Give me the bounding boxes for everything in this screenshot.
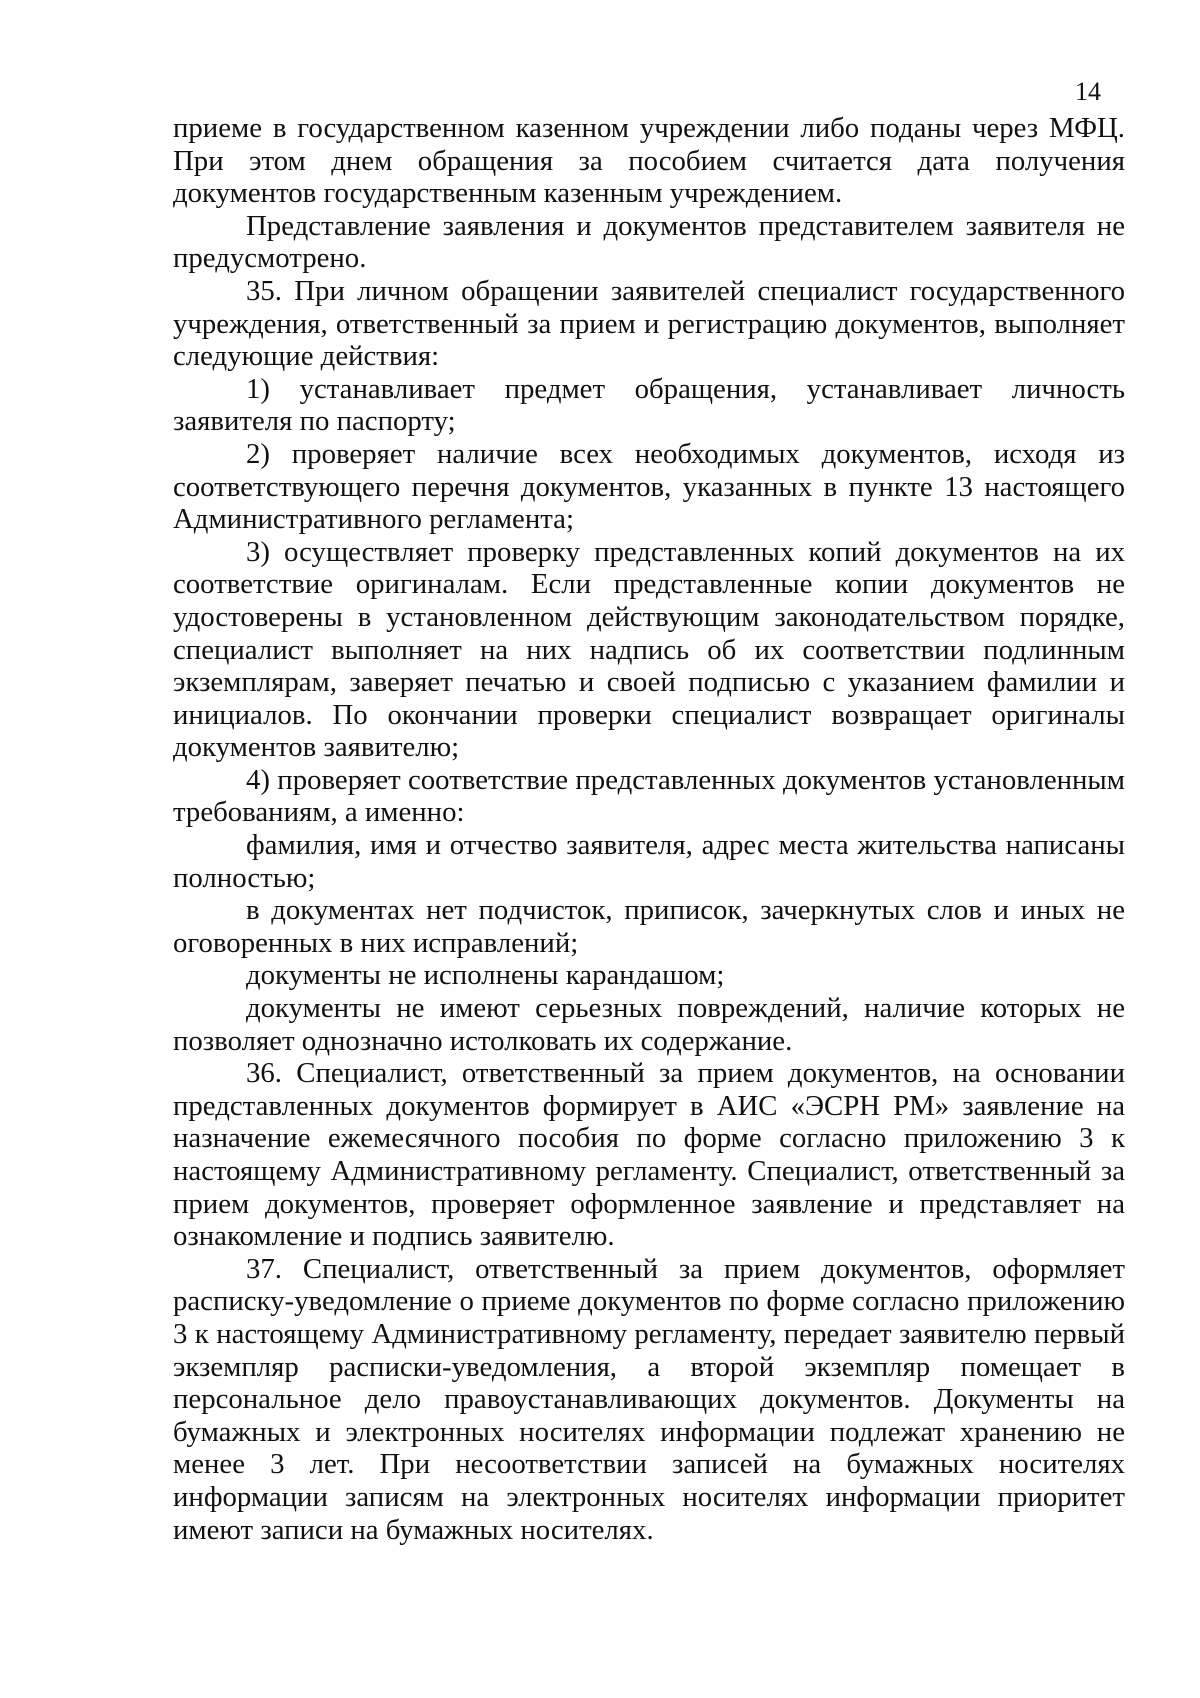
requirement-no-damage: документы не имеют серьезных повреждений, наличие которых не позволяет однозначно истолковать их содержание. — [173, 992, 1125, 1057]
list-item-35-4: 4) проверяет соответствие представленных документов установленным требованиям, а именно: — [173, 763, 1125, 829]
requirement-no-pencil: документы не исполнены карандашом; — [246, 959, 725, 992]
document-body — [173, 112, 1125, 1546]
paragraph-continuation: приеме в государственном казенном учреждении либо поданы через МФЦ. При этом днем обращения за пособием считается дата получения документов государственным казенным учреждением. — [173, 112, 1125, 210]
paragraph-35: 35. При личном обращении заявителей специалист государственного учреждения, ответственный за прием и регистрацию документов, выполняет следующие действия: — [173, 274, 1125, 373]
paragraph-36: 36. Специалист, ответственный за прием документов, на основании представленных документов формирует в АИС «ЭСРН РМ» заявление на назначение ежемесячного пособия по форме согласно приложению 3 к настоящему Административному регламенту. Специалист, ответственный за прием документов, проверяет оформленное заявление и представляет на ознакомление и подпись заявителю. — [173, 1057, 1125, 1253]
paragraph-37: 37. Специалист, ответственный за прием документов, оформляет расписку-уведомление о приеме документов по форме согласно приложению 3 к настоящему Административному регламенту, передает заявителю первый экземпляр расписки-уведомления, а второй экземпляр помещает в персональное дело правоустанавливающих документов. Документы на бумажных и электронных носителях информации подлежат хранению не менее 3 лет. При несоответствии записей на бумажных носителях информации записям на электронных носителях информации приоритет имеют записи на бумажных носителях. — [173, 1252, 1125, 1546]
requirement-full-name: фамилия, имя и отчество заявителя, адрес места жительства написаны полностью; — [173, 829, 1125, 894]
list-item-35-1: 1) устанавливает предмет обращения, устанавливает личность заявителя по паспорту; — [173, 372, 1125, 438]
requirement-no-corrections: в документах нет подчисток, приписок, зачеркнутых слов и иных не оговоренных в них исправлений; — [173, 894, 1125, 959]
paragraph-representative: Представление заявления и документов представителем заявителя не предусмотрено. — [173, 209, 1125, 275]
list-item-35-2: 2) проверяет наличие всех необходимых документов, исходя из соответствующего перечня документов, указанных в пункте 13 настоящего Административного регламента; — [173, 437, 1125, 536]
list-item-35-3: 3) осуществляет проверку представленных копий документов на их соответствие оригиналам. Если представленные копии документов не удостоверены в установленном действующим законодательством порядке, специалист выполняет на них надпись об их соответствии подлинным экземплярам, заверяет печатью и своей подписью с указанием фамилии и инициалов. По окончании проверки специалист возвращает оригиналы документов заявителю; — [173, 535, 1125, 764]
page-number: 14 — [1075, 77, 1101, 106]
